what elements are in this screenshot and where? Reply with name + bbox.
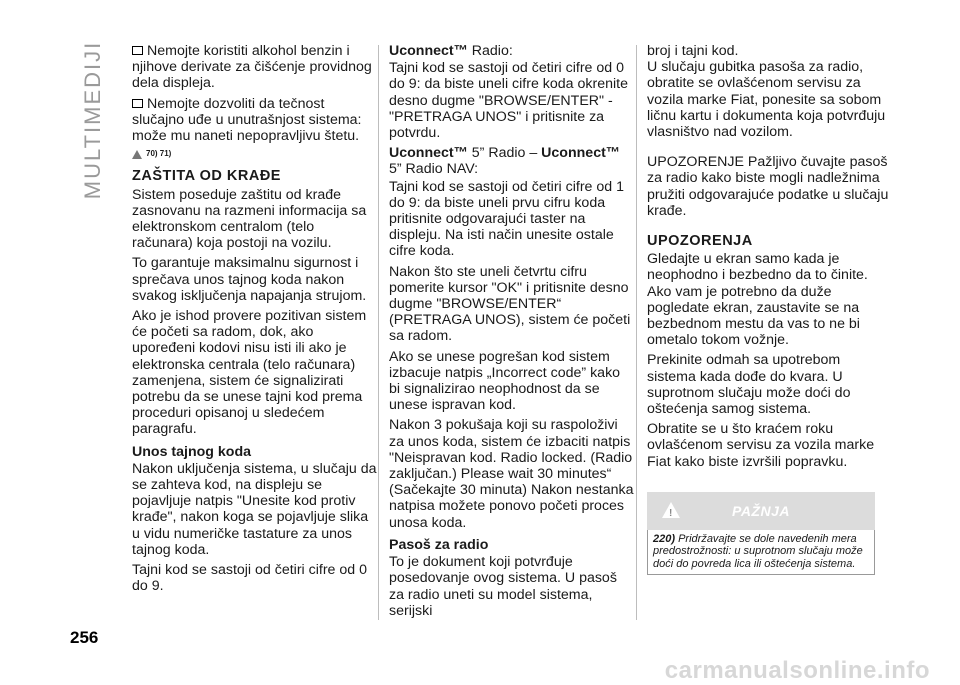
paragraph: Nakon uključenja sistema, u slučaju da se zahteva kod, na displeju se pojavljuje natpis "Unesite kod protiv krađe", nakon koga se pojavljuje slika u vidu numeričke tastature za unos tajnog koda. [132,460,377,558]
column-divider-1 [378,45,379,620]
paragraph: Gledajte u ekran samo kada je neophodno i bezbedno da to činite. Ako vam je potrebno da duže pogledate ekran, zaustavite se na bezbednom mestu da vas to ne bi ometalo tokom vožnje. [647,251,868,349]
paragraph: Nakon što ste uneli četvrtu cifru pomerite kursor "OK" i pritisnite desno dugme "BROWSE/ENTER“ (PRETRAGA UNOS), sistem će početi sa radom. [389,263,631,345]
subheading-pasos-za-radio: Pasoš za radio [389,536,489,553]
paragraph: Prekinite odmah sa upotrebom sistema kada dođe do kvara. U suprotnom slučaju može doći do oštećenja samog sistema. [647,352,851,418]
paragraph: UPOZORENJE Pažljivo čuvajte pasoš za radio kako biste mogli nadležnima pružiti odgovarajuće podatke u slučaju krađe. [647,154,889,219]
paragraph: Tajni kod se sastoji od četiri cifre od 0 do 9: da biste uneli cifre koda okrenite desno dugme "BROWSE/ENTER" - "PRETRAGA UNOS" i pritisnite za potvrdu. [389,60,628,142]
subheading-unos-tajnog-koda: Unos tajnog koda [132,443,252,460]
paragraph: Ako je ishod provere pozitivan sistem će početi sa radom, dok, ako upoređeni kodovi nisu isti ili ako je elektronska centrala (telo računara) zamenjena, sistem će signalizirati potrebu da se unese tajni kod prema proceduri opisanoj u sledećem paragrafu. [132,308,367,438]
section-heading-upozorenja: UPOZORENJA [647,233,753,250]
warning-reference: 70) 71) [132,146,378,162]
section-heading-zastita: ZAŠTITA OD KRAĐE [132,168,281,185]
bullet-item: Nemojte dozvoliti da tečnost slučajno uđe u unutrašnjost sistema: može mu naneti nepopravljivu štetu. [132,95,362,145]
paragraph: Ako se unese pogrešan kod sistem izbacuje natpis „Incorrect code” kako bi signalizirao neophodnost da se unese ispravan kod. [389,348,621,414]
column-divider-2 [636,45,637,620]
warning-triangle-icon [132,150,142,159]
paragraph: To je dokument koji potvrđuje posedovanje ovog sistema. U pasoš za radio uneti su model sistema, serijski [389,554,617,619]
paragraph: Obratite se u što kraćem roku ovlašćenom servisu za vozila marke Fiat kako biste izvršili popravku. [647,421,875,470]
checkbox-bullet-icon [132,46,143,55]
paragraph: Tajni kod se sastoji od četiri cifre od 0 do 9. [132,562,367,595]
subheading-uconnect-radio: Uconnect™ Radio: [389,43,513,59]
paragraph: Nakon 3 pokušaja koji su raspoloživi za unos koda, sistem će izbaciti natpis "Neispravan kod. Radio locked. (Radio zaključan.) Please wait 30 minutes“ (Sačekajte 30 minuta) Nakon nestanka natpisa možete ponovo početi proces unosa koda. [389,417,634,531]
watermark: carmanualsonline.info [664,657,930,684]
attention-box [647,492,875,576]
subheading-uconnect-nav: Uconnect™ 5” Radio – Uconnect™ 5” Radio NAV: [389,145,620,178]
side-section-title [80,40,105,200]
page-number: 256 [70,628,99,647]
column-1 [132,43,378,599]
bullet-item: Nemojte koristiti alkohol benzin i njihove derivate za čišćenje providnog dela displeja. [132,43,372,92]
column-2 [389,43,635,623]
checkbox-bullet-icon [132,99,143,108]
paragraph: U slučaju gubitka pasoša za radio, obratite se ovlašćenom servisu za vozila marke Fiat, ponesite sa sobom ličnu kartu i dokumenta koja potvrđuju vlasništvo nad vozilom. [647,59,886,141]
attention-box-header: ! PAŽNJA [647,492,875,530]
column-3 [647,43,893,575]
attention-number: 220) [653,532,676,545]
side-section-title-text: MULTIMEDIJI [80,40,105,200]
paragraph: broj i tajni kod. [647,43,739,59]
attention-box-body [647,530,875,576]
paragraph: Sistem poseduje zaštitu od krađe zasnovanu na razmeni informacija sa elektronskom centralom (telo računara) koja postoji na vozilu. [132,186,367,252]
paragraph: To garantuje maksimalnu sigurnost i sprečava unos tajnog koda nakon svakog isključenja napajanja strujom. [132,255,367,304]
attention-text: Pridržavajte se dole navedenih mera predostrožnosti: u suprotnom slučaju može doći do povreda lica ili oštećenja sistema. [653,532,863,570]
attention-title: PAŽNJA [732,502,790,519]
paragraph: Tajni kod se sastoji od četiri cifre od 1 do 9: da biste uneli prvu cifru koda pritisnite odgovarajući taster na displeju. Na isti način unesite ostale cifre koda. [389,178,624,260]
